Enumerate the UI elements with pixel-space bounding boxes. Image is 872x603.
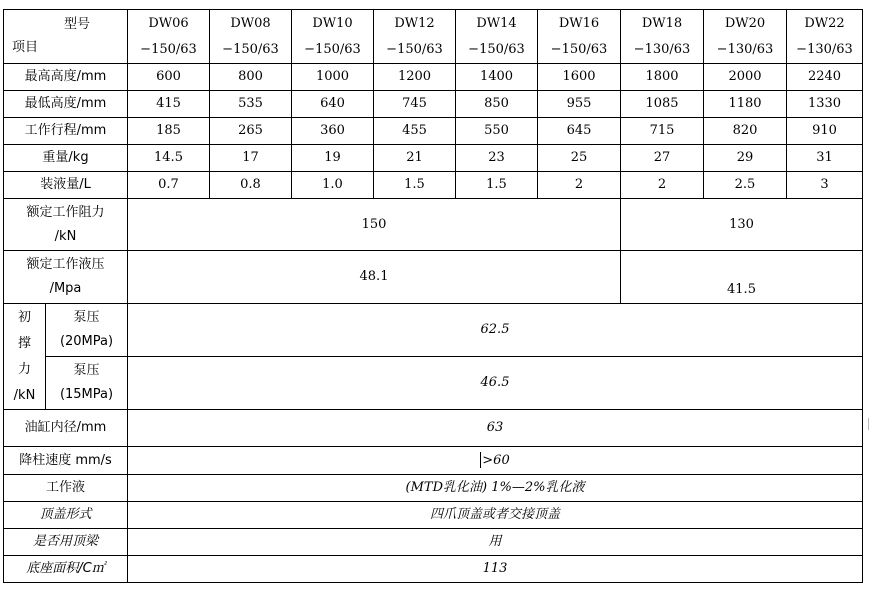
rated-pressure-row	[4, 251, 863, 304]
table-cell: 645	[538, 118, 621, 145]
model-header: DW12 −150/63	[374, 10, 456, 64]
table-cell: 640	[292, 91, 374, 118]
table-cell: 1400	[456, 64, 538, 91]
cap-value: 四爪顶盖或者交接顶盖	[128, 502, 863, 529]
rated-pressure-value-b: 41.5	[621, 251, 863, 304]
table-cell: 745	[374, 91, 456, 118]
speed-value-cell	[128, 447, 863, 475]
cylinder-row	[4, 410, 863, 447]
row-label: 是否用顶梁	[4, 529, 128, 556]
speed-row	[4, 447, 863, 475]
rated-resistance-value-a: 150	[128, 199, 621, 251]
model-header: DW22 −130/63	[787, 10, 863, 64]
model-header: DW08 −150/63	[210, 10, 292, 64]
row-label: 降柱速度 mm/s	[4, 447, 128, 475]
pump-pressure-label: 泵压 (20MPa)	[46, 304, 128, 357]
table-cell: 2000	[704, 64, 787, 91]
fluid-row	[4, 475, 863, 502]
table-cell: 455	[374, 118, 456, 145]
table-cell: 2	[621, 172, 704, 199]
row-label: 工作行程/mm	[4, 118, 128, 145]
initial-force-value: 46.5	[128, 357, 863, 410]
table-cell: 21	[374, 145, 456, 172]
row-label: 底座面积/C㎡	[4, 556, 128, 583]
table-cell: 0.7	[128, 172, 210, 199]
table-cell: 1800	[621, 64, 704, 91]
cylinder-value: 63	[128, 410, 863, 447]
spec-table	[3, 9, 863, 583]
row-label: 额定工作阻力 /kN	[4, 199, 128, 251]
table-cell: 14.5	[128, 145, 210, 172]
table-cell: 910	[787, 118, 863, 145]
table-cell: 535	[210, 91, 292, 118]
row-label: 最高高度/mm	[4, 64, 128, 91]
table-cell: 27	[621, 145, 704, 172]
row-label: 油缸内径/mm	[4, 410, 128, 447]
table-row	[4, 64, 863, 91]
model-header: DW16 −150/63	[538, 10, 621, 64]
row-label: 顶盖形式	[4, 502, 128, 529]
rated-resistance-value-b: 130	[621, 199, 863, 251]
model-header: DW06 −150/63	[128, 10, 210, 64]
initial-force-row-1	[4, 304, 863, 357]
table-cell: 1000	[292, 64, 374, 91]
edge-mark	[868, 418, 872, 430]
table-cell: 2240	[787, 64, 863, 91]
row-label: 装液量/L	[4, 172, 128, 199]
table-cell: 415	[128, 91, 210, 118]
model-header: DW20 −130/63	[704, 10, 787, 64]
initial-force-group-label: 初 撑 力 /kN	[4, 304, 46, 410]
rated-resistance-row	[4, 199, 863, 251]
table-cell: 0.8	[210, 172, 292, 199]
table-cell: 1200	[374, 64, 456, 91]
table-cell: 2.5	[704, 172, 787, 199]
table-cell: 29	[704, 145, 787, 172]
row-label: 额定工作液压 /Mpa	[4, 251, 128, 304]
model-header: DW18 −130/63	[621, 10, 704, 64]
table-cell: 31	[787, 145, 863, 172]
table-cell: 19	[292, 145, 374, 172]
base-value: 113	[128, 556, 863, 583]
table-cell: 715	[621, 118, 704, 145]
corner-model-label: 型号	[64, 17, 91, 32]
table-row	[4, 91, 863, 118]
corner-item-label: 项目	[12, 40, 39, 55]
table-cell: 1085	[621, 91, 704, 118]
table-cell: 185	[128, 118, 210, 145]
table-cell: 25	[538, 145, 621, 172]
header-row	[4, 10, 863, 64]
initial-force-value: 62.5	[128, 304, 863, 357]
table-cell: 1330	[787, 91, 863, 118]
initial-force-row-2	[4, 357, 863, 410]
model-header: DW14 −150/63	[456, 10, 538, 64]
table-cell: 1.5	[374, 172, 456, 199]
table-cell: 600	[128, 64, 210, 91]
table-cell: 2	[538, 172, 621, 199]
table-row	[4, 118, 863, 145]
table-cell: 23	[456, 145, 538, 172]
table-cell: 17	[210, 145, 292, 172]
table-cell: 3	[787, 172, 863, 199]
table-cell: 550	[456, 118, 538, 145]
table-cell: 820	[704, 118, 787, 145]
table-cell: 1.0	[292, 172, 374, 199]
model-header: DW10 −150/63	[292, 10, 374, 64]
table-cell: 955	[538, 91, 621, 118]
row-label: 最低高度/mm	[4, 91, 128, 118]
table-cell: 800	[210, 64, 292, 91]
cap-row	[4, 502, 863, 529]
speed-value: >60	[482, 452, 510, 468]
beam-value: 用	[128, 529, 863, 556]
fluid-value: (MTD乳化油) 1%—2%乳化液	[128, 475, 863, 502]
table-row	[4, 172, 863, 199]
table-cell: 265	[210, 118, 292, 145]
table-row	[4, 145, 863, 172]
corner-cell	[4, 10, 128, 64]
table-cell: 1600	[538, 64, 621, 91]
rated-pressure-value-a: 48.1	[128, 251, 621, 304]
beam-row	[4, 529, 863, 556]
pump-pressure-label: 泵压 (15MPa)	[46, 357, 128, 410]
base-row	[4, 556, 863, 583]
row-label: 重量/kg	[4, 145, 128, 172]
table-cell: 850	[456, 91, 538, 118]
row-label: 工作液	[4, 475, 128, 502]
table-cell: 360	[292, 118, 374, 145]
table-cell: 1180	[704, 91, 787, 118]
table-cell: 1.5	[456, 172, 538, 199]
